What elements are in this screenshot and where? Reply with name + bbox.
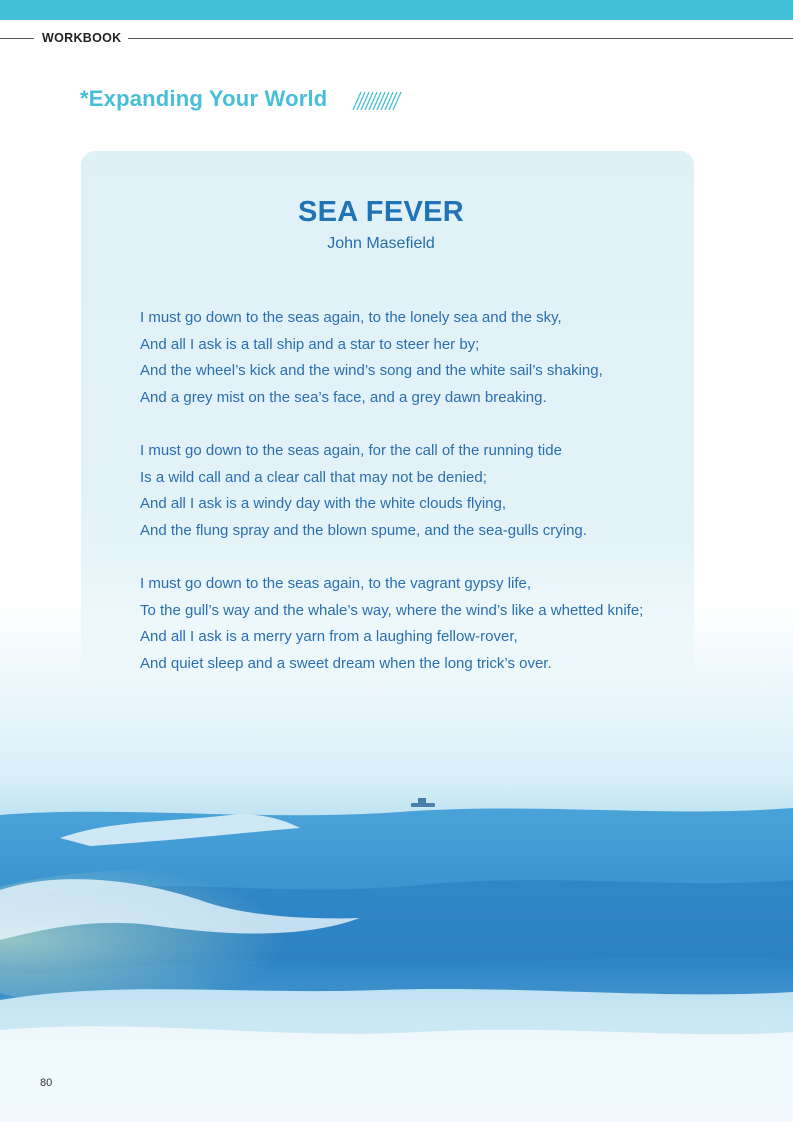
- poem-line: And the flung spray and the blown spume, and the sea-gulls crying.: [140, 521, 587, 539]
- workbook-header: [0, 29, 793, 49]
- poem-card: [81, 151, 694, 711]
- poem-line: And all I ask is a windy day with the white clouds flying,: [140, 495, 507, 512]
- poem-title: SEA FEVER: [298, 196, 464, 228]
- header-rule-right: [128, 38, 793, 39]
- poem-line: And the wheel’s kick and the wind’s song and the white sail’s shaking,: [140, 362, 603, 379]
- top-color-bar: [0, 0, 793, 20]
- poem-line: I must go down to the seas again, to the lonely sea and the sky,: [140, 309, 562, 326]
- workbook-label: WORKBOOK: [42, 31, 122, 45]
- poem-stanza-2: [140, 438, 587, 544]
- poem-stanza-1: [140, 305, 603, 411]
- poem-line: Is a wild call and a clear call that may not be denied;: [140, 468, 487, 486]
- poem-line: And all I ask is a merry yarn from a laughing fellow-rover,: [140, 628, 518, 645]
- poem-line: And a grey mist on the sea’s face, and a grey dawn breaking.: [140, 388, 547, 406]
- page-number: 80: [40, 1077, 53, 1089]
- poem-line: I must go down to the seas again, to the vagrant gypsy life,: [140, 575, 532, 592]
- stripes-decoration-icon: [351, 92, 403, 110]
- poem-author: John Masefield: [327, 235, 435, 252]
- header-rule-left: [0, 38, 34, 39]
- poem-line: I must go down to the seas again, for the call of the running tide: [140, 442, 562, 459]
- poem-line: To the gull’s way and the whale’s way, where the wind’s like a whetted knife;: [140, 601, 644, 619]
- section-title: *Expanding Your World: [80, 86, 328, 111]
- poem-line: And quiet sleep and a sweet dream when the long trick’s over.: [140, 654, 552, 672]
- poem-stanza-3: [140, 571, 643, 677]
- poem-line: And all I ask is a tall ship and a star to steer her by;: [140, 335, 480, 353]
